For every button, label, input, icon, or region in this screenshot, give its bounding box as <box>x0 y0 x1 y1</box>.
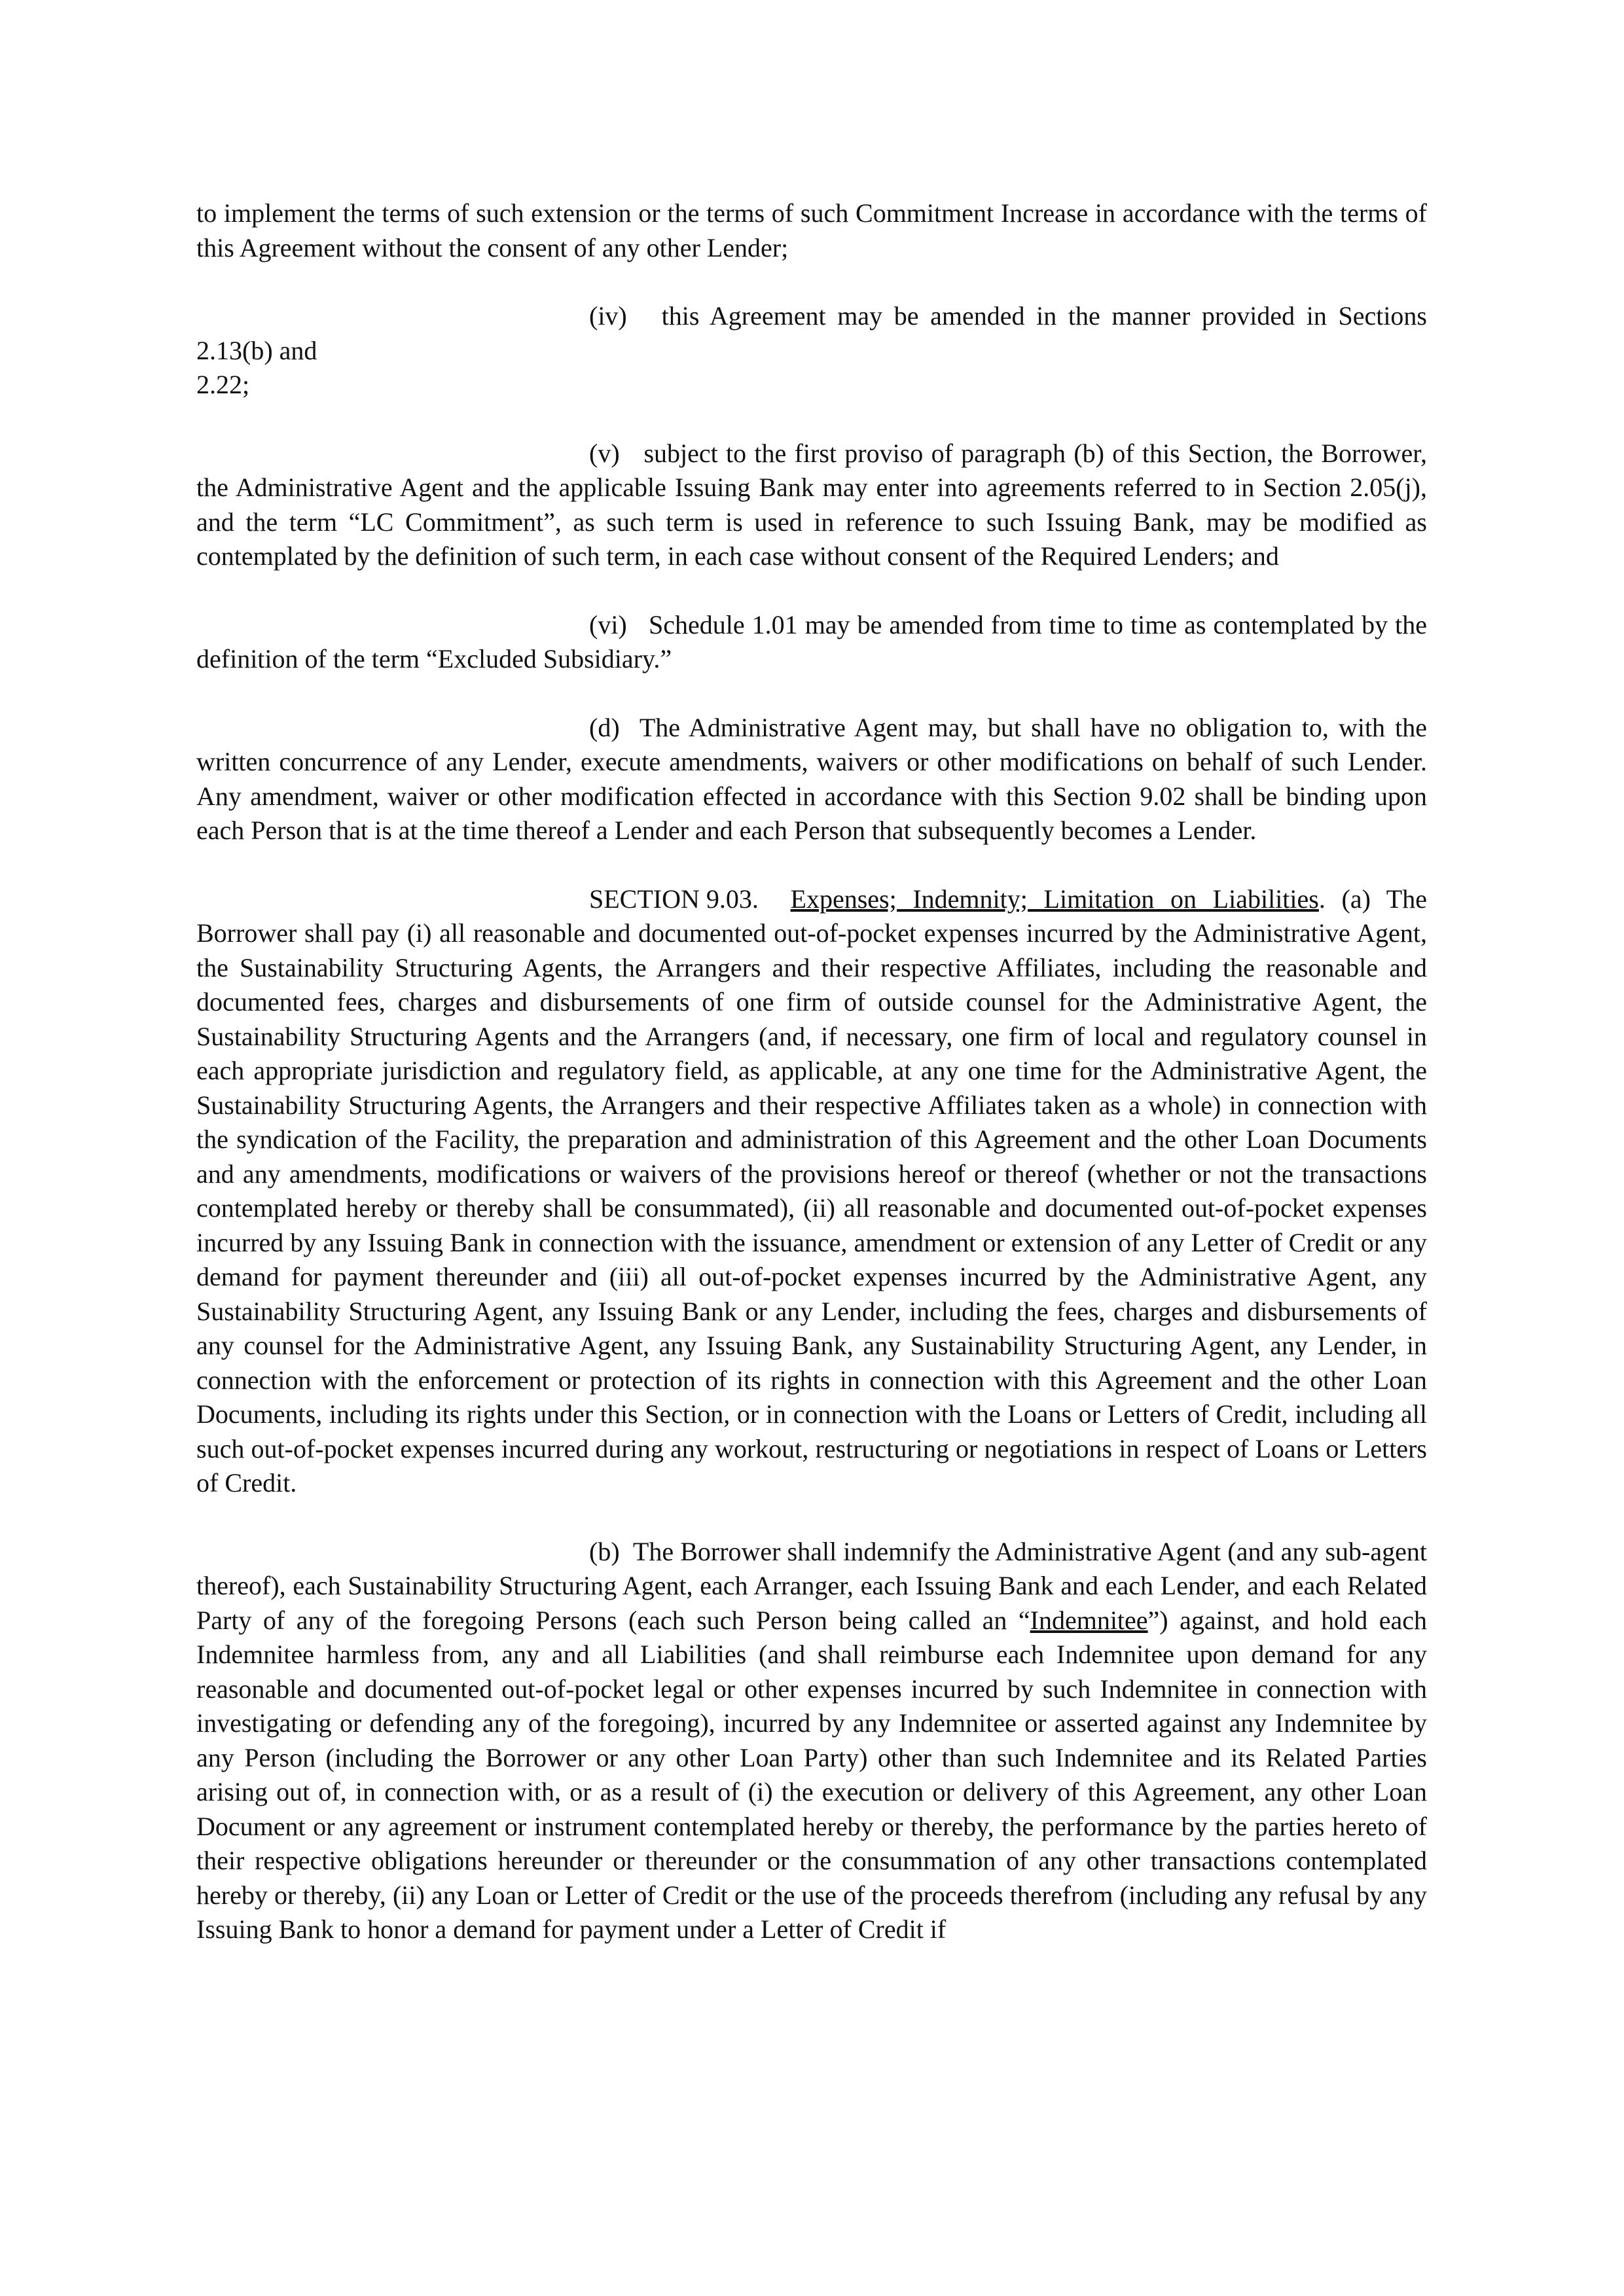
document-page <box>196 196 1427 1981</box>
clause-vi-label: (vi) <box>589 609 627 639</box>
section-number: SECTION 9.03. <box>589 884 759 914</box>
clause-iv-label: (iv) <box>589 301 627 331</box>
defined-term-indemnitee: Indemnitee <box>1030 1605 1148 1635</box>
clause-iv-tail: 2.22; <box>196 370 250 399</box>
paragraph-d-text: The Administrative Agent may, but shall have no obligation to, with the written concurrence of any Lender, execute amendments, waivers or other modifications on behalf of such Lender. Any amendment, waiver or other modification effected in accordance with this Section 9.02 shall be binding upon each Person that is at the time thereof a Lender and each Person that subsequently becomes a Lender. <box>196 712 1428 845</box>
paragraph-b-label: (b) <box>589 1536 620 1566</box>
paragraph-b-text-before: The Borrower shall indemnify the Administrative Agent (and any sub-agent thereof), each Sustainability Structuring Agent, each Arranger, each Issuing Bank and each Lender, and each Related Party of any of the foregoing Persons (each such Person being called an “ <box>196 1536 1428 1635</box>
paragraph-b-text-after: ”) against, and hold each Indemnitee harmless from, any and all Liabilities (and shall reimburse each Indemnitee upon demand for any reasonable and documented out-of-pocket legal or other expenses incurred by such Indemnitee in connection with investigating or defending any of the foregoing), incurred by any Indemnitee or asserted against any Indemnitee by any Person (including the Borrower or any other Loan Party) other than such Indemnitee and its Related Parties arising out of, in connection with, or as a result of (i) the execution or delivery of this Agreement, any other Loan Document or any agreement or instrument contemplated hereby or thereby, the performance by the parties hereto of their respective obligations hereunder or thereunder or the consummation of any other transactions contemplated hereby or thereby, (ii) any Loan or Letter of Credit or the use of the proceeds therefrom (including any refusal by any Issuing Bank to honor a demand for payment under a Letter of Credit if <box>196 1605 1427 1944</box>
paragraph-d <box>196 711 1427 848</box>
clause-v-text: subject to the first proviso of paragraph (b) of this Section, the Borrower, the Administrative Agent and the applicable Issuing Bank may enter into agreements referred to in Section 2.05(j), and the term “LC Commitment”, as such term is used in reference to such Issuing Bank, may be modified as contemplated by the definition of such term, in each case without consent of the Required Lenders; and <box>196 438 1427 571</box>
paragraph-b <box>196 1535 1427 1947</box>
paragraph-continuation: to implement the terms of such extension or the terms of such Commitment Increase in accordance with the terms of this Agreement without the consent of any other Lender; <box>196 198 1427 262</box>
clause-v <box>196 437 1427 574</box>
section-9-03-body: . (a) The Borrower shall pay (i) all reasonable and documented out-of-pocket expenses incurred by the Administrative Agent, the Sustainability Structuring Agents, the Arrangers and their respective Affiliates, including the reasonable and documented fees, charges and disbursements of one firm of outside counsel for the Administrative Agent, the Sustainability Structuring Agents and the Arrangers (and, if necessary, one firm of local and regulatory counsel in each appropriate jurisdiction and regulatory field, as applicable, at any one time for the Administrative Agent, the Sustainability Structuring Agents, the Arrangers and their respective Affiliates taken as a whole) in connection with the syndication of the Facility, the preparation and administration of this Agreement and the other Loan Documents and any amendments, modifications or waivers of the provisions hereof or thereof (whether or not the transactions contemplated hereby or thereby shall be consummated), (ii) all reasonable and documented out-of-pocket expenses incurred by any Issuing Bank in connection with the issuance, amendment or extension of any Letter of Credit or any demand for payment thereunder and (iii) all out-of-pocket expenses incurred by the Administrative Agent, any Sustainability Structuring Agent, any Issuing Bank or any Lender, including the fees, charges and disbursements of any counsel for the Administrative Agent, any Issuing Bank, any Sustainability Structuring Agent, any Lender, in connection with the enforcement or protection of its rights in connection with this Agreement and the other Loan Documents, including its rights under this Section, or in connection with the Loans or Letters of Credit, including all such out-of-pocket expenses incurred during any workout, restructuring or negotiations in respect of Loans or Letters of Credit. <box>196 884 1427 1498</box>
paragraph-d-label: (d) <box>589 712 620 742</box>
clause-iv <box>196 299 1427 368</box>
clause-vi <box>196 608 1427 677</box>
clause-iv-text: this Agreement may be amended in the manner provided in Sections 2.13(b) and <box>196 301 1428 365</box>
clause-vi-text: Schedule 1.01 may be amended from time to time as contemplated by the definition of the term “Excluded Subsidiary.” <box>196 609 1428 673</box>
section-heading: Expenses; Indemnity; Limitation on Liabilities <box>790 884 1319 914</box>
section-9-03 <box>196 882 1427 1501</box>
clause-v-label: (v) <box>589 438 620 468</box>
